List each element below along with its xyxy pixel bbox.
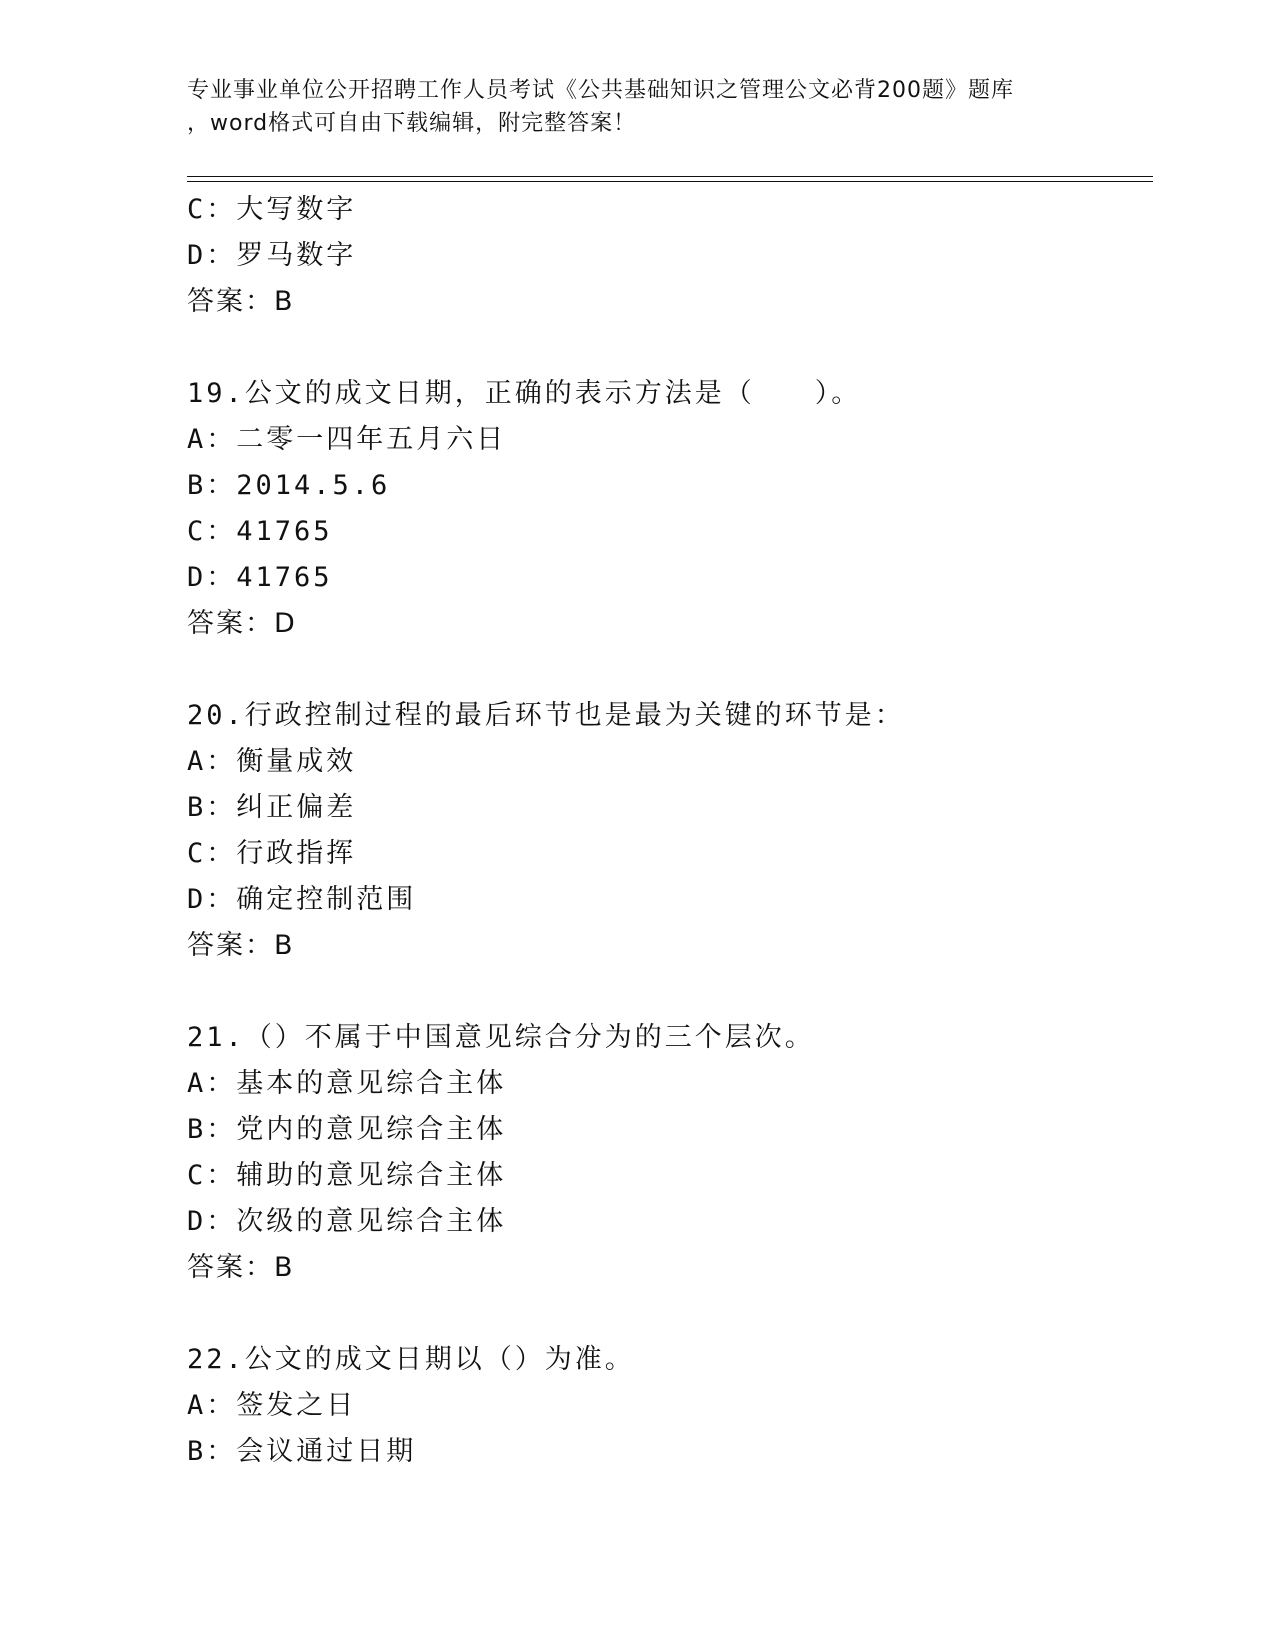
option-a: A：基本的意见综合主体: [187, 1068, 507, 1099]
question-list: [187, 187, 1147, 1475]
option-d: D：41765: [187, 562, 333, 593]
document-header: [187, 74, 1087, 140]
option-b: B：会议通过日期: [187, 1436, 417, 1467]
option-b: B：纠正偏差: [187, 792, 357, 823]
header-divider-top: [187, 176, 1153, 177]
header-title-line-1: 专业事业单位公开招聘工作人员考试《公共基础知识之管理公文必背200题》题库: [187, 78, 1014, 103]
option-d: D：次级的意见综合主体: [187, 1206, 507, 1237]
answer-line: 答案：B: [187, 286, 295, 317]
option-d: D：罗马数字: [187, 240, 357, 271]
header-title-line-2: ，word格式可自由下载编辑，附完整答案！: [187, 111, 637, 136]
answer-line: 答案：D: [187, 608, 297, 639]
header-divider-bottom: [187, 181, 1153, 182]
option-c: C：41765: [187, 516, 333, 547]
question-stem: 20.行政控制过程的最后环节也是最为关键的环节是：: [187, 700, 905, 731]
option-a: A：二零一四年五月六日: [187, 424, 507, 455]
option-c: C：辅助的意见综合主体: [187, 1160, 507, 1191]
answer-line: 答案：B: [187, 930, 295, 961]
option-b: B：2014.5.6: [187, 470, 391, 501]
question-stem: 22.公文的成文日期以（）为准。: [187, 1344, 635, 1375]
option-d: D：确定控制范围: [187, 884, 417, 915]
question-stem: 21.（）不属于中国意见综合分为的三个层次。: [187, 1022, 815, 1053]
option-b: B：党内的意见综合主体: [187, 1114, 507, 1145]
option-c: C：大写数字: [187, 194, 357, 225]
question-stem: 19.公文的成文日期，正确的表示方法是（ ）。: [187, 378, 862, 409]
option-a: A：衡量成效: [187, 746, 357, 777]
option-c: C：行政指挥: [187, 838, 357, 869]
option-a: A：签发之日: [187, 1390, 357, 1421]
answer-line: 答案：B: [187, 1252, 295, 1283]
